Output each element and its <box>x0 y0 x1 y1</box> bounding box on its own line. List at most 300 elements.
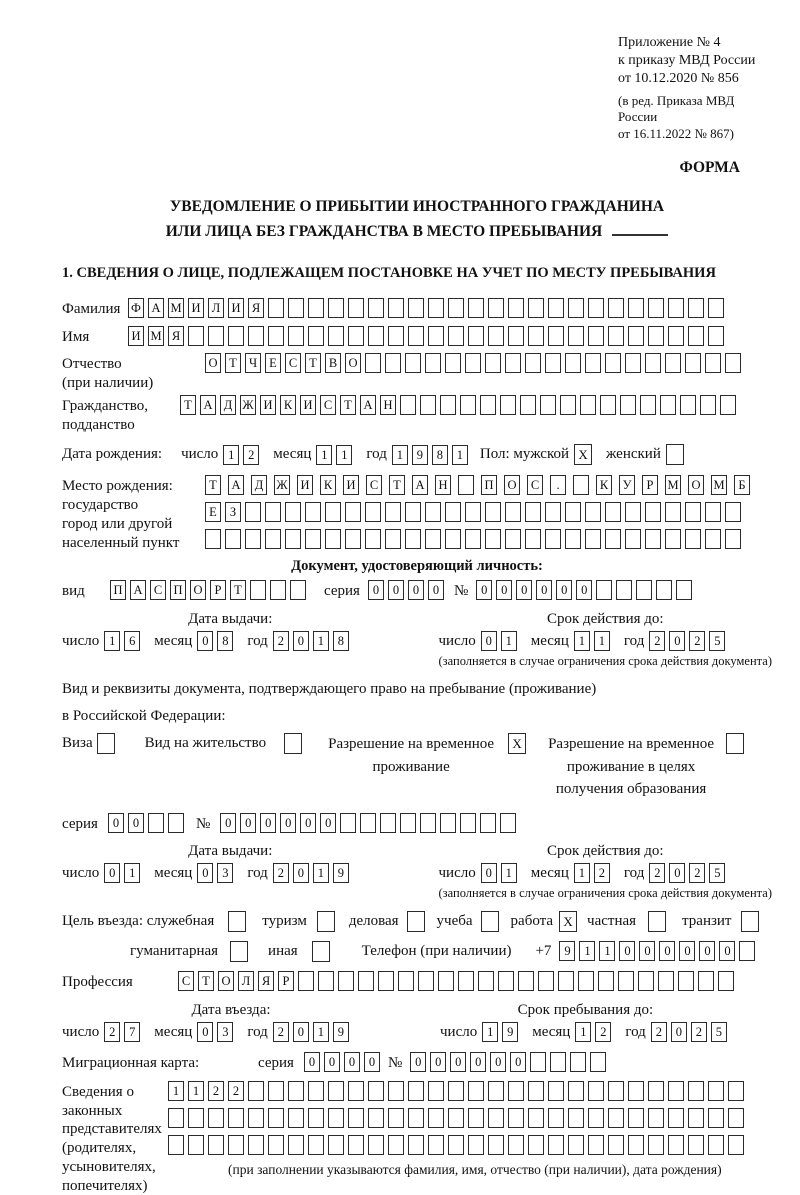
form-cell[interactable] <box>348 1081 364 1101</box>
form-cell[interactable] <box>485 529 501 549</box>
phone-cells[interactable] <box>559 941 759 961</box>
form-cell[interactable] <box>705 529 721 549</box>
form-cell[interactable] <box>573 475 589 495</box>
form-cell[interactable]: С <box>285 353 301 373</box>
form-cell[interactable] <box>616 580 632 600</box>
form-cell[interactable] <box>188 326 204 346</box>
form-cell[interactable] <box>668 1081 684 1101</box>
form-cell[interactable]: 0 <box>699 941 715 961</box>
form-cell[interactable] <box>638 971 654 991</box>
form-cell[interactable] <box>656 580 672 600</box>
form-cell[interactable] <box>525 529 541 549</box>
form-cell[interactable] <box>445 353 461 373</box>
form-cell[interactable] <box>465 353 481 373</box>
form-cell[interactable] <box>665 353 681 373</box>
form-cell[interactable]: 2 <box>595 1022 611 1042</box>
form-cell[interactable]: Т <box>340 395 356 415</box>
form-cell[interactable]: 0 <box>671 1022 687 1042</box>
form-cell[interactable]: 1 <box>124 863 140 883</box>
form-cell[interactable] <box>228 1108 244 1128</box>
purpose-tourism-checkbox[interactable] <box>317 911 339 932</box>
form-cell[interactable] <box>428 326 444 346</box>
form-cell[interactable] <box>268 1135 284 1155</box>
form-cell[interactable]: Н <box>380 395 396 415</box>
form-cell[interactable] <box>268 1081 284 1101</box>
form-cell[interactable] <box>368 1108 384 1128</box>
form-cell[interactable] <box>520 395 536 415</box>
form-cell[interactable] <box>265 502 281 522</box>
form-cell[interactable] <box>368 1135 384 1155</box>
form-cell[interactable]: С <box>150 580 166 600</box>
form-cell[interactable] <box>388 1081 404 1101</box>
form-cell[interactable] <box>658 971 674 991</box>
form-cell[interactable] <box>588 326 604 346</box>
form-cell[interactable]: Е <box>265 353 281 373</box>
form-cell[interactable]: 6 <box>124 631 140 651</box>
form-cell[interactable]: Д <box>220 395 236 415</box>
form-cell[interactable] <box>505 502 521 522</box>
form-cell[interactable] <box>208 326 224 346</box>
vnzh-checkbox[interactable] <box>284 733 306 754</box>
form-cell[interactable] <box>425 353 441 373</box>
form-cell[interactable] <box>645 529 661 549</box>
form-cell[interactable] <box>628 326 644 346</box>
form-cell[interactable]: А <box>148 298 164 318</box>
form-cell[interactable]: 0 <box>104 863 120 883</box>
form-cell[interactable] <box>488 1081 504 1101</box>
form-cell[interactable]: 1 <box>392 445 408 465</box>
form-cell[interactable]: 0 <box>293 863 309 883</box>
form-cell[interactable] <box>585 529 601 549</box>
form-cell[interactable] <box>338 971 354 991</box>
form-cell[interactable] <box>525 502 541 522</box>
form-cell[interactable]: 2 <box>273 863 289 883</box>
form-cell[interactable]: О <box>218 971 234 991</box>
form-cell[interactable]: 1 <box>188 1081 204 1101</box>
form-cell[interactable] <box>368 1081 384 1101</box>
form-cell[interactable] <box>168 813 184 833</box>
form-cell[interactable]: 0 <box>639 941 655 961</box>
form-cell[interactable]: Т <box>305 353 321 373</box>
form-cell[interactable] <box>345 529 361 549</box>
form-cell[interactable]: Л <box>208 298 224 318</box>
form-cell[interactable]: 9 <box>559 941 575 961</box>
form-cell[interactable] <box>248 326 264 346</box>
checkbox-cell[interactable]: X <box>508 733 526 754</box>
form-cell[interactable]: 9 <box>333 863 349 883</box>
form-cell[interactable]: Е <box>205 502 221 522</box>
form-cell[interactable] <box>548 1135 564 1155</box>
form-cell[interactable] <box>425 502 441 522</box>
form-cell[interactable] <box>468 1081 484 1101</box>
form-cell[interactable]: М <box>665 475 681 495</box>
form-cell[interactable] <box>685 529 701 549</box>
form-cell[interactable]: 9 <box>502 1022 518 1042</box>
form-cell[interactable] <box>385 502 401 522</box>
form-cell[interactable] <box>448 1108 464 1128</box>
form-cell[interactable]: Ч <box>245 353 261 373</box>
form-cell[interactable] <box>188 1108 204 1128</box>
form-cell[interactable]: Я <box>168 326 184 346</box>
form-cell[interactable]: 0 <box>556 580 572 600</box>
form-cell[interactable] <box>245 529 261 549</box>
form-cell[interactable]: О <box>345 353 361 373</box>
form-cell[interactable] <box>440 395 456 415</box>
form-cell[interactable]: 2 <box>594 863 610 883</box>
form-cell[interactable]: 0 <box>659 941 675 961</box>
form-cell[interactable] <box>388 326 404 346</box>
form-cell[interactable] <box>725 502 741 522</box>
form-cell[interactable]: 2 <box>228 1081 244 1101</box>
form-cell[interactable] <box>528 1108 544 1128</box>
form-cell[interactable] <box>400 395 416 415</box>
form-cell[interactable] <box>460 813 476 833</box>
form-cell[interactable] <box>168 1135 184 1155</box>
form-cell[interactable] <box>188 1135 204 1155</box>
form-cell[interactable]: 0 <box>430 1052 446 1072</box>
form-cell[interactable] <box>618 971 634 991</box>
form-cell[interactable]: 7 <box>124 1022 140 1042</box>
form-cell[interactable]: 0 <box>536 580 552 600</box>
checkbox-cell[interactable] <box>648 911 666 932</box>
form-cell[interactable] <box>248 1081 264 1101</box>
form-cell[interactable]: Т <box>205 475 221 495</box>
form-cell[interactable]: З <box>225 502 241 522</box>
form-cell[interactable] <box>268 1108 284 1128</box>
form-cell[interactable] <box>728 1135 744 1155</box>
form-cell[interactable] <box>645 353 661 373</box>
form-cell[interactable]: 0 <box>388 580 404 600</box>
form-cell[interactable]: 0 <box>300 813 316 833</box>
form-cell[interactable]: С <box>178 971 194 991</box>
form-cell[interactable] <box>420 813 436 833</box>
form-cell[interactable] <box>685 502 701 522</box>
form-cell[interactable]: 2 <box>243 445 259 465</box>
purpose-business-checkbox[interactable] <box>407 911 429 932</box>
form-cell[interactable] <box>228 1135 244 1155</box>
form-cell[interactable] <box>688 326 704 346</box>
form-cell[interactable]: 0 <box>240 813 256 833</box>
checkbox-cell[interactable] <box>317 911 335 932</box>
form-cell[interactable]: 1 <box>501 863 517 883</box>
form-cell[interactable]: 1 <box>313 1022 329 1042</box>
form-cell[interactable] <box>480 813 496 833</box>
form-cell[interactable] <box>308 326 324 346</box>
form-cell[interactable]: 0 <box>496 580 512 600</box>
form-cell[interactable] <box>739 941 755 961</box>
checkbox-cell[interactable] <box>741 911 759 932</box>
form-cell[interactable] <box>608 298 624 318</box>
form-cell[interactable] <box>428 1108 444 1128</box>
form-cell[interactable]: Т <box>180 395 196 415</box>
purpose-humanitarian-checkbox[interactable] <box>230 941 252 962</box>
form-cell[interactable] <box>325 502 341 522</box>
form-cell[interactable] <box>596 580 612 600</box>
form-cell[interactable] <box>665 502 681 522</box>
form-cell[interactable]: М <box>168 298 184 318</box>
form-cell[interactable] <box>478 971 494 991</box>
form-cell[interactable]: О <box>190 580 206 600</box>
form-cell[interactable] <box>685 353 701 373</box>
form-cell[interactable]: П <box>110 580 126 600</box>
form-cell[interactable] <box>468 1135 484 1155</box>
form-cell[interactable] <box>568 298 584 318</box>
form-cell[interactable] <box>565 353 581 373</box>
form-cell[interactable] <box>698 971 714 991</box>
form-cell[interactable] <box>448 1081 464 1101</box>
form-cell[interactable] <box>348 1135 364 1155</box>
form-cell[interactable] <box>678 971 694 991</box>
form-cell[interactable]: И <box>297 475 313 495</box>
form-cell[interactable] <box>305 502 321 522</box>
form-cell[interactable]: . <box>550 475 566 495</box>
form-cell[interactable] <box>708 326 724 346</box>
form-cell[interactable]: М <box>711 475 727 495</box>
form-cell[interactable]: С <box>320 395 336 415</box>
form-cell[interactable] <box>488 1108 504 1128</box>
form-cell[interactable] <box>545 529 561 549</box>
form-cell[interactable]: А <box>130 580 146 600</box>
form-cell[interactable]: Я <box>248 298 264 318</box>
form-cell[interactable] <box>636 580 652 600</box>
form-cell[interactable]: И <box>128 326 144 346</box>
form-cell[interactable] <box>345 502 361 522</box>
form-cell[interactable] <box>408 1081 424 1101</box>
form-cell[interactable]: 0 <box>516 580 532 600</box>
checkbox-cell[interactable] <box>228 911 246 932</box>
form-cell[interactable]: В <box>325 353 341 373</box>
form-cell[interactable] <box>548 1108 564 1128</box>
form-cell[interactable] <box>388 298 404 318</box>
form-cell[interactable] <box>705 353 721 373</box>
form-cell[interactable] <box>488 1135 504 1155</box>
form-cell[interactable]: 2 <box>104 1022 120 1042</box>
form-cell[interactable]: Т <box>230 580 246 600</box>
form-cell[interactable]: И <box>343 475 359 495</box>
form-cell[interactable]: Т <box>389 475 405 495</box>
form-cell[interactable] <box>248 1135 264 1155</box>
form-cell[interactable] <box>548 298 564 318</box>
checkbox-cell[interactable]: X <box>559 911 577 932</box>
form-cell[interactable] <box>308 1081 324 1101</box>
form-cell[interactable] <box>340 813 356 833</box>
form-cell[interactable] <box>365 353 381 373</box>
form-cell[interactable] <box>385 353 401 373</box>
form-cell[interactable] <box>328 326 344 346</box>
form-cell[interactable]: Т <box>225 353 241 373</box>
rvp-edu-checkbox[interactable] <box>726 733 748 754</box>
form-cell[interactable] <box>508 1081 524 1101</box>
form-cell[interactable]: М <box>148 326 164 346</box>
form-cell[interactable] <box>538 971 554 991</box>
form-cell[interactable] <box>688 298 704 318</box>
form-cell[interactable] <box>676 580 692 600</box>
form-cell[interactable]: О <box>504 475 520 495</box>
form-cell[interactable] <box>428 1135 444 1155</box>
form-cell[interactable]: 0 <box>320 813 336 833</box>
form-cell[interactable] <box>298 971 314 991</box>
form-cell[interactable]: 2 <box>689 631 705 651</box>
form-cell[interactable] <box>265 529 281 549</box>
form-cell[interactable] <box>440 813 456 833</box>
form-cell[interactable] <box>498 971 514 991</box>
form-cell[interactable] <box>708 1081 724 1101</box>
form-cell[interactable] <box>545 502 561 522</box>
form-cell[interactable]: 2 <box>208 1081 224 1101</box>
form-cell[interactable] <box>568 1108 584 1128</box>
purpose-work-checkbox[interactable] <box>559 911 581 932</box>
form-cell[interactable]: 0 <box>368 580 384 600</box>
form-cell[interactable] <box>388 1108 404 1128</box>
form-cell[interactable] <box>348 1108 364 1128</box>
form-cell[interactable]: 0 <box>108 813 124 833</box>
form-cell[interactable]: С <box>366 475 382 495</box>
form-cell[interactable] <box>480 395 496 415</box>
form-cell[interactable] <box>445 529 461 549</box>
form-cell[interactable] <box>368 326 384 346</box>
form-cell[interactable] <box>590 1052 606 1072</box>
form-cell[interactable]: 1 <box>313 863 329 883</box>
form-cell[interactable]: 0 <box>344 1052 360 1072</box>
form-cell[interactable]: 9 <box>412 445 428 465</box>
form-cell[interactable]: Я <box>258 971 274 991</box>
form-cell[interactable]: 1 <box>599 941 615 961</box>
form-cell[interactable] <box>400 813 416 833</box>
form-cell[interactable]: П <box>170 580 186 600</box>
checkbox-cell[interactable] <box>284 733 302 754</box>
form-cell[interactable] <box>508 326 524 346</box>
form-cell[interactable] <box>408 1108 424 1128</box>
form-cell[interactable] <box>460 395 476 415</box>
form-cell[interactable]: 2 <box>273 631 289 651</box>
form-cell[interactable]: 0 <box>260 813 276 833</box>
form-cell[interactable] <box>420 395 436 415</box>
form-cell[interactable] <box>548 326 564 346</box>
form-cell[interactable]: Б <box>734 475 750 495</box>
form-cell[interactable] <box>308 298 324 318</box>
form-cell[interactable]: 9 <box>333 1022 349 1042</box>
form-cell[interactable]: 0 <box>364 1052 380 1072</box>
form-cell[interactable] <box>728 1081 744 1101</box>
form-cell[interactable] <box>588 298 604 318</box>
form-cell[interactable] <box>408 298 424 318</box>
form-cell[interactable] <box>305 529 321 549</box>
form-cell[interactable] <box>648 298 664 318</box>
form-cell[interactable] <box>425 529 441 549</box>
form-cell[interactable] <box>358 971 374 991</box>
form-cell[interactable]: Р <box>210 580 226 600</box>
form-cell[interactable]: 0 <box>481 631 497 651</box>
rvp-checkbox[interactable] <box>508 733 530 754</box>
form-cell[interactable]: И <box>228 298 244 318</box>
form-cell[interactable] <box>648 1108 664 1128</box>
form-cell[interactable]: К <box>596 475 612 495</box>
checkbox-cell[interactable] <box>407 911 425 932</box>
form-cell[interactable]: 0 <box>197 863 213 883</box>
form-cell[interactable] <box>725 529 741 549</box>
form-cell[interactable]: Р <box>642 475 658 495</box>
form-cell[interactable]: 0 <box>719 941 735 961</box>
form-cell[interactable]: 1 <box>313 631 329 651</box>
form-cell[interactable]: 2 <box>689 863 705 883</box>
form-cell[interactable]: 5 <box>709 863 725 883</box>
form-cell[interactable] <box>720 395 736 415</box>
form-cell[interactable] <box>568 1135 584 1155</box>
form-cell[interactable]: 0 <box>197 631 213 651</box>
form-cell[interactable] <box>600 395 616 415</box>
form-cell[interactable] <box>360 813 376 833</box>
form-cell[interactable]: 1 <box>223 445 239 465</box>
form-cell[interactable] <box>628 1108 644 1128</box>
form-cell[interactable] <box>248 1108 264 1128</box>
form-cell[interactable] <box>445 502 461 522</box>
form-cell[interactable]: 0 <box>470 1052 486 1072</box>
purpose-study-checkbox[interactable] <box>481 911 503 932</box>
form-cell[interactable]: 0 <box>679 941 695 961</box>
form-cell[interactable] <box>288 1081 304 1101</box>
form-cell[interactable]: 0 <box>304 1052 320 1072</box>
form-cell[interactable] <box>528 326 544 346</box>
form-cell[interactable] <box>328 1081 344 1101</box>
form-cell[interactable] <box>528 1081 544 1101</box>
form-cell[interactable]: 0 <box>510 1052 526 1072</box>
form-cell[interactable] <box>708 1135 724 1155</box>
form-cell[interactable] <box>148 813 164 833</box>
form-cell[interactable] <box>518 971 534 991</box>
form-cell[interactable] <box>225 529 241 549</box>
form-cell[interactable]: Т <box>198 971 214 991</box>
form-cell[interactable] <box>668 298 684 318</box>
form-cell[interactable]: 1 <box>501 631 517 651</box>
form-cell[interactable]: И <box>260 395 276 415</box>
form-cell[interactable] <box>408 326 424 346</box>
checkbox-cell[interactable] <box>481 911 499 932</box>
form-cell[interactable] <box>438 971 454 991</box>
form-cell[interactable] <box>588 1108 604 1128</box>
form-cell[interactable] <box>485 353 501 373</box>
form-cell[interactable]: 1 <box>594 631 610 651</box>
checkbox-cell[interactable] <box>97 733 115 754</box>
form-cell[interactable] <box>208 1108 224 1128</box>
form-cell[interactable] <box>665 529 681 549</box>
form-cell[interactable] <box>648 1081 664 1101</box>
form-cell[interactable] <box>588 1135 604 1155</box>
form-cell[interactable] <box>605 529 621 549</box>
form-cell[interactable] <box>508 298 524 318</box>
form-cell[interactable] <box>708 1108 724 1128</box>
form-cell[interactable] <box>728 1108 744 1128</box>
form-cell[interactable] <box>528 1135 544 1155</box>
form-cell[interactable]: Ж <box>240 395 256 415</box>
form-cell[interactable] <box>680 395 696 415</box>
form-cell[interactable]: 1 <box>482 1022 498 1042</box>
form-cell[interactable]: 8 <box>333 631 349 651</box>
form-cell[interactable] <box>560 395 576 415</box>
form-cell[interactable] <box>648 1135 664 1155</box>
form-cell[interactable] <box>700 395 716 415</box>
form-cell[interactable]: 0 <box>324 1052 340 1072</box>
form-cell[interactable] <box>500 813 516 833</box>
visa-checkbox[interactable] <box>97 733 119 754</box>
form-cell[interactable] <box>458 971 474 991</box>
form-cell[interactable]: 0 <box>490 1052 506 1072</box>
form-cell[interactable]: 8 <box>432 445 448 465</box>
form-cell[interactable] <box>328 1108 344 1128</box>
form-cell[interactable] <box>318 971 334 991</box>
form-cell[interactable] <box>668 1108 684 1128</box>
form-cell[interactable] <box>468 326 484 346</box>
form-cell[interactable]: У <box>619 475 635 495</box>
